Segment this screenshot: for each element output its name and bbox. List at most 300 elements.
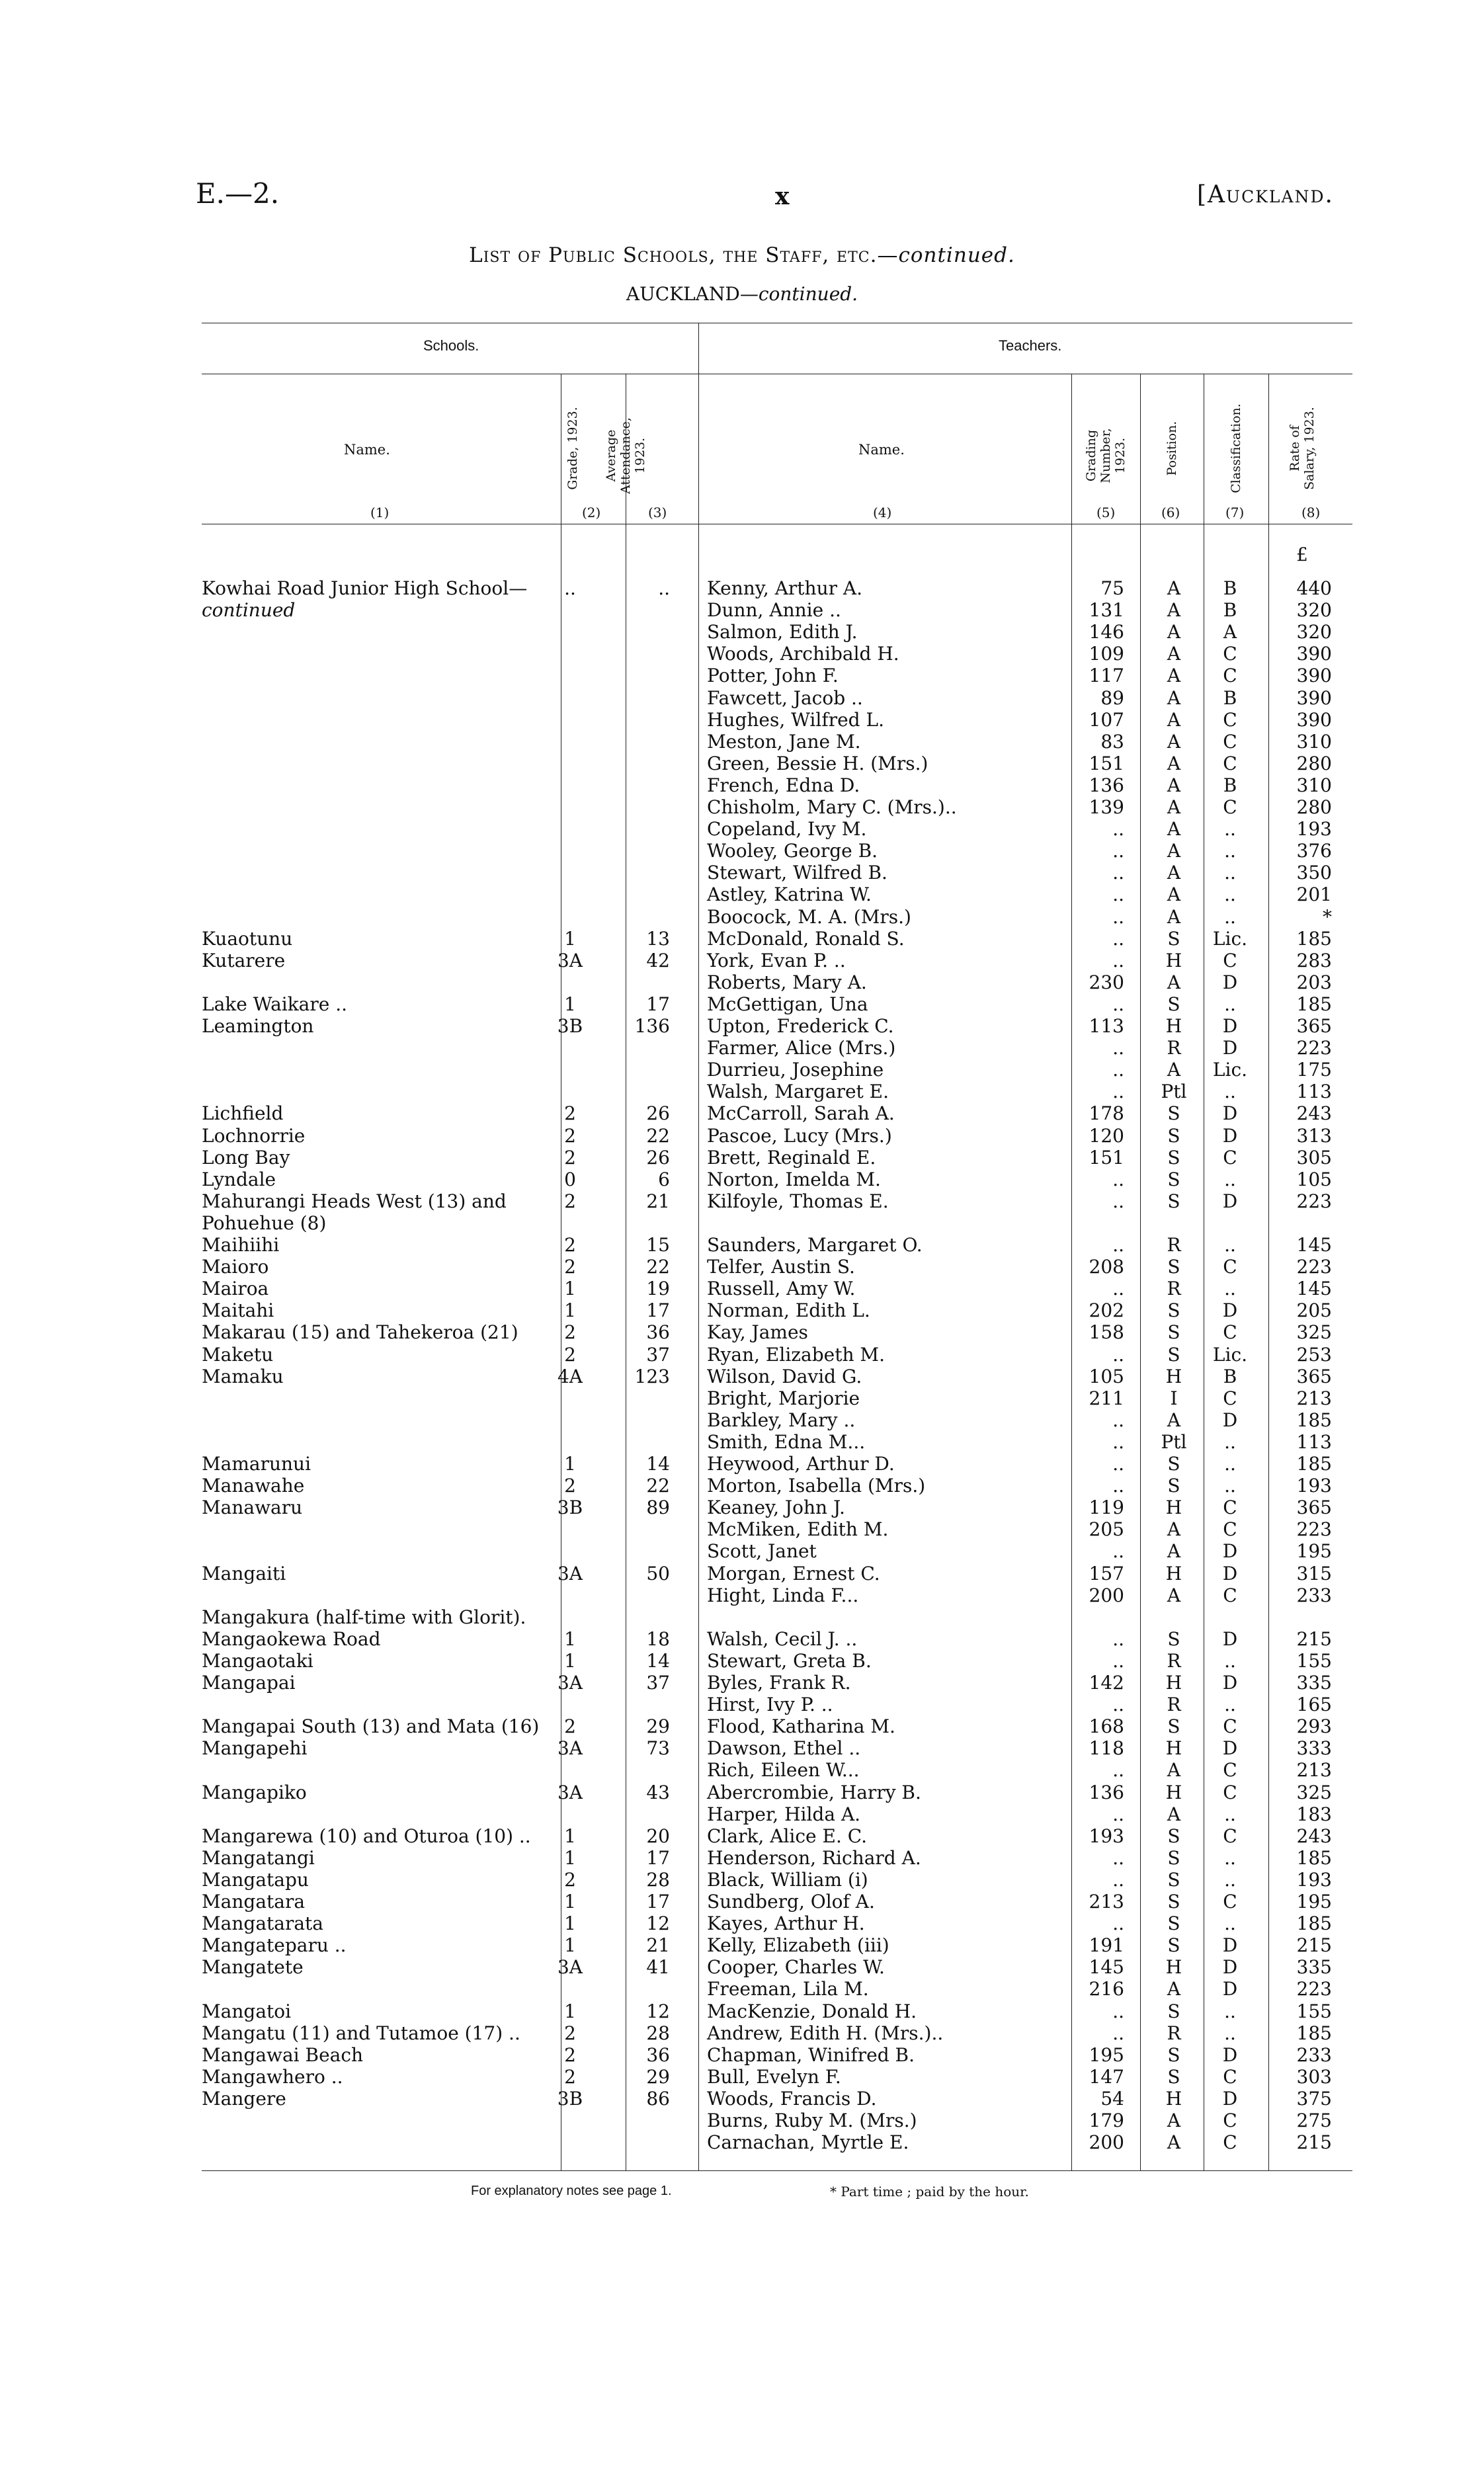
grading-number: 107 — [1089, 708, 1124, 731]
district-title-main: AUCKLAND— — [626, 283, 759, 305]
teacher-position: H — [1165, 2087, 1182, 2110]
grading-number: .. — [1112, 993, 1124, 1015]
teacher-salary: 145 — [1296, 1234, 1332, 1256]
col-number: (2) — [582, 505, 601, 520]
school-name: Mangawai Beach — [202, 2043, 364, 2066]
teacher-name: Green, Bessie H. (Mrs.) — [707, 752, 928, 774]
col-number: (7) — [1225, 505, 1245, 520]
group-header-schools: Schools. — [423, 337, 479, 354]
col-number: (4) — [873, 505, 892, 520]
school-name: Kutarere — [202, 949, 286, 971]
teacher-salary: 113 — [1296, 1081, 1332, 1103]
teacher-name: Roberts, Mary A. — [707, 971, 867, 993]
teacher-name: French, Edna D. — [707, 774, 860, 796]
school-attendance: 19 — [646, 1278, 670, 1300]
col-header-position: Position. — [1165, 421, 1179, 476]
teacher-classification: C — [1223, 665, 1237, 687]
table-row — [0, 928, 1484, 950]
teacher-salary: 275 — [1296, 2110, 1332, 2131]
teacher-position: R — [1167, 1234, 1181, 1256]
grading-number: 158 — [1089, 1321, 1124, 1344]
school-grade: 2 — [564, 1124, 576, 1147]
teacher-position: H — [1165, 1562, 1182, 1584]
teacher-name: Woods, Francis D. — [707, 2087, 877, 2110]
grading-number: 136 — [1089, 1781, 1124, 1803]
school-attendance: 14 — [646, 1649, 670, 1672]
teacher-classification: B — [1223, 577, 1237, 599]
grading-number: 105 — [1089, 1365, 1124, 1387]
teacher-name: Telfer, Austin S. — [707, 1256, 855, 1278]
school-grade: 2 — [564, 1321, 576, 1344]
teacher-name: Scott, Janet — [707, 1540, 817, 1563]
teacher-name: Smith, Edna M... — [707, 1430, 866, 1453]
teacher-classification: C — [1223, 796, 1237, 818]
teacher-salary: 193 — [1296, 1475, 1332, 1497]
school-attendance: 29 — [646, 1715, 670, 1738]
table-row — [0, 2000, 1484, 2022]
grading-number: 200 — [1089, 2131, 1124, 2154]
teacher-salary: 185 — [1296, 2022, 1332, 2044]
teacher-position: A — [1167, 686, 1181, 709]
school-name: Leamington — [202, 1015, 314, 1037]
teacher-salary: 320 — [1296, 621, 1332, 643]
teacher-salary: 185 — [1296, 1453, 1332, 1475]
grading-number: 118 — [1089, 1737, 1124, 1760]
teacher-classification: C — [1223, 2065, 1237, 2088]
teacher-salary: 195 — [1296, 1891, 1332, 1913]
teacher-classification: .. — [1224, 862, 1236, 884]
teacher-classification: Lic. — [1212, 1059, 1248, 1081]
teacher-position: A — [1167, 730, 1181, 753]
teacher-position: Ptl — [1161, 1081, 1187, 1103]
teacher-classification: B — [1223, 1365, 1237, 1387]
teacher-classification: C — [1223, 752, 1237, 774]
teacher-classification: D — [1222, 1037, 1238, 1059]
grading-number: 157 — [1089, 1562, 1124, 1584]
teacher-salary: * — [1323, 905, 1332, 928]
table-row — [0, 599, 1484, 621]
teacher-classification: A — [1223, 621, 1237, 643]
teacher-name: Kenny, Arthur A. — [707, 577, 863, 599]
teacher-position: H — [1165, 1497, 1182, 1519]
teacher-position: H — [1165, 1956, 1182, 1979]
table-row — [0, 1169, 1484, 1190]
teacher-position: A — [1167, 862, 1181, 884]
teacher-position: A — [1167, 1803, 1181, 1825]
teacher-salary: 233 — [1296, 2043, 1332, 2066]
col-header-attendance: Average Attendance, 1923. — [604, 417, 647, 494]
group-header-teachers: Teachers. — [999, 337, 1062, 354]
teacher-classification: .. — [1224, 1168, 1236, 1190]
grading-number: .. — [1112, 1409, 1124, 1431]
table-row — [0, 2022, 1484, 2044]
teacher-name: MacKenzie, Donald H. — [707, 2000, 917, 2022]
table-row — [0, 1387, 1484, 1409]
school-name: Manawahe — [202, 1475, 305, 1497]
school-attendance: 28 — [646, 1868, 670, 1891]
teacher-position: R — [1167, 1278, 1181, 1300]
teacher-classification: Lic. — [1212, 927, 1248, 950]
teacher-salary: 335 — [1296, 1672, 1332, 1694]
school-name: Kuaotunu — [202, 927, 293, 950]
school-name: Mangatapu — [202, 1868, 309, 1891]
teacher-name: Potter, John F. — [707, 665, 839, 687]
school-name: Mangarewa (10) and Oturoa (10) .. — [202, 1825, 531, 1847]
teacher-name: Woods, Archibald H. — [707, 643, 899, 665]
teacher-name: Farmer, Alice (Mrs.) — [707, 1037, 896, 1059]
school-attendance: 17 — [646, 993, 670, 1015]
teacher-name: Andrew, Edith H. (Mrs.).. — [707, 2022, 944, 2044]
teacher-name: Clark, Alice E. C. — [707, 1825, 868, 1847]
teacher-classification: B — [1223, 599, 1237, 622]
table-row — [0, 731, 1484, 753]
teacher-classification: C — [1223, 2131, 1237, 2154]
school-grade: 3A — [557, 1672, 583, 1694]
currency-symbol: £ — [1296, 544, 1308, 565]
teacher-classification: C — [1223, 1387, 1237, 1409]
teacher-name: Black, William (i) — [707, 1868, 868, 1891]
school-grade: 1 — [564, 993, 576, 1015]
teacher-salary: 243 — [1296, 1825, 1332, 1847]
teacher-position: A — [1167, 752, 1181, 774]
table-row — [0, 1475, 1484, 1497]
teacher-position: A — [1167, 2131, 1181, 2154]
teacher-classification: D — [1222, 971, 1238, 993]
grading-number: 136 — [1089, 774, 1124, 796]
teacher-name: Abercrombie, Harry B. — [707, 1781, 921, 1803]
teacher-name: Keaney, John J. — [707, 1497, 845, 1519]
teacher-salary: 213 — [1296, 1759, 1332, 1782]
teacher-position: S — [1167, 1343, 1180, 1366]
teacher-position: H — [1165, 949, 1182, 971]
school-grade: 2 — [564, 1102, 576, 1125]
grading-number: 200 — [1089, 1584, 1124, 1606]
teacher-classification: C — [1223, 1825, 1237, 1847]
teacher-position: A — [1167, 577, 1181, 599]
grading-number: .. — [1112, 1868, 1124, 1891]
table-row — [0, 1782, 1484, 1803]
teacher-name: Kayes, Arthur H. — [707, 1913, 865, 1935]
col-number: (3) — [648, 505, 667, 520]
grading-number: .. — [1112, 1803, 1124, 1825]
table-row — [0, 1409, 1484, 1431]
teacher-position: S — [1167, 993, 1180, 1015]
teacher-position: A — [1167, 1059, 1181, 1081]
teacher-position: A — [1167, 665, 1181, 687]
school-grade: 2 — [564, 2043, 576, 2066]
teacher-position: H — [1165, 1737, 1182, 1760]
table-row — [0, 862, 1484, 884]
table-row — [0, 1869, 1484, 1891]
teacher-position: A — [1167, 643, 1181, 665]
table-row — [0, 993, 1484, 1015]
grading-number: .. — [1112, 1430, 1124, 1453]
col-header-salary: Rate of Salary, 1923. — [1288, 407, 1317, 490]
grading-number: .. — [1112, 2000, 1124, 2022]
grading-number: .. — [1112, 2022, 1124, 2044]
teacher-salary: 175 — [1296, 1059, 1332, 1081]
school-name: Pohuehue (8) — [202, 1212, 327, 1234]
col-header-grade: Grade, 1923. — [565, 407, 580, 490]
school-name: Mangapai South (13) and Mata (16) — [202, 1715, 540, 1738]
teacher-classification: C — [1223, 708, 1237, 731]
table-row — [0, 1913, 1484, 1934]
teacher-salary: 113 — [1296, 1430, 1332, 1453]
teacher-classification: .. — [1224, 884, 1236, 906]
school-name: Mangaotaki — [202, 1649, 313, 1672]
teacher-classification: D — [1222, 1190, 1238, 1212]
school-attendance: 14 — [646, 1453, 670, 1475]
teacher-salary: 365 — [1296, 1015, 1332, 1037]
teacher-name: Sundberg, Olof A. — [707, 1891, 875, 1913]
teacher-salary: 313 — [1296, 1124, 1332, 1147]
school-name: Maioro — [202, 1256, 269, 1278]
grading-number: .. — [1112, 818, 1124, 841]
grading-number: 131 — [1089, 599, 1124, 622]
teacher-classification: D — [1222, 1102, 1238, 1125]
grading-number: .. — [1112, 1343, 1124, 1366]
table-row — [0, 1606, 1484, 1628]
grading-number: 89 — [1100, 686, 1124, 709]
school-grade: 3B — [557, 1015, 583, 1037]
grading-number: 230 — [1089, 971, 1124, 993]
teacher-name: Walsh, Margaret E. — [707, 1081, 889, 1103]
school-name: continued — [202, 599, 296, 622]
teacher-position: S — [1167, 1715, 1180, 1738]
school-grade: 1 — [564, 2000, 576, 2022]
school-attendance: 17 — [646, 1846, 670, 1869]
grading-number: 211 — [1089, 1387, 1124, 1409]
school-attendance: 20 — [646, 1825, 670, 1847]
teacher-name: Hirst, Ivy P. .. — [707, 1694, 833, 1716]
grading-number: .. — [1112, 840, 1124, 862]
grading-number: 113 — [1089, 1015, 1124, 1037]
teacher-name: Brett, Reginald E. — [707, 1146, 876, 1169]
school-attendance: 21 — [646, 1190, 670, 1212]
teacher-classification: C — [1223, 1321, 1237, 1344]
teacher-salary: 315 — [1296, 1562, 1332, 1584]
teacher-salary: 440 — [1296, 577, 1332, 599]
school-grade: 1 — [564, 927, 576, 950]
table-row — [0, 577, 1484, 599]
table-row — [0, 1256, 1484, 1278]
teacher-classification: D — [1222, 1540, 1238, 1563]
teacher-name: McDonald, Ronald S. — [707, 927, 905, 950]
table-row — [0, 665, 1484, 686]
school-attendance: 12 — [646, 1913, 670, 1935]
teacher-name: Burns, Ruby M. (Mrs.) — [707, 2110, 917, 2131]
school-grade: 2 — [564, 1256, 576, 1278]
school-grade: 2 — [564, 1190, 576, 1212]
teacher-position: R — [1167, 1694, 1181, 1716]
teacher-name: Dunn, Annie .. — [707, 599, 841, 622]
teacher-salary: 390 — [1296, 643, 1332, 665]
school-grade: 1 — [564, 1825, 576, 1847]
teacher-position: A — [1167, 1759, 1181, 1782]
teacher-classification: B — [1223, 686, 1237, 709]
table-row — [0, 1540, 1484, 1562]
grading-number: .. — [1112, 1059, 1124, 1081]
teacher-salary: 310 — [1296, 774, 1332, 796]
teacher-name: Rich, Eileen W... — [707, 1759, 860, 1782]
teacher-salary: 145 — [1296, 1278, 1332, 1300]
teacher-position: A — [1167, 1978, 1181, 2000]
teacher-salary: 350 — [1296, 862, 1332, 884]
teacher-position: S — [1167, 2065, 1180, 2088]
school-grade: 0 — [564, 1168, 576, 1190]
teacher-salary: 243 — [1296, 1102, 1332, 1125]
grading-number: .. — [1112, 1913, 1124, 1935]
teacher-position: A — [1167, 621, 1181, 643]
grading-number: 168 — [1089, 1715, 1124, 1738]
table-row — [0, 621, 1484, 643]
teacher-name: Norton, Imelda M. — [707, 1168, 881, 1190]
table-row — [0, 950, 1484, 971]
teacher-classification: C — [1223, 1781, 1237, 1803]
teacher-position: A — [1167, 905, 1181, 928]
teacher-classification: D — [1222, 2043, 1238, 2066]
teacher-salary: 201 — [1296, 884, 1332, 906]
teacher-name: Wooley, George B. — [707, 840, 878, 862]
table-row — [0, 1715, 1484, 1737]
teacher-salary: 320 — [1296, 599, 1332, 622]
school-name: Maihiihi — [202, 1234, 280, 1256]
table-row — [0, 906, 1484, 928]
teacher-classification: D — [1222, 2087, 1238, 2110]
table-row — [0, 2110, 1484, 2131]
teacher-position: A — [1167, 1540, 1181, 1563]
school-attendance: 13 — [646, 927, 670, 950]
teacher-name: McCarroll, Sarah A. — [707, 1102, 895, 1125]
col-header-classification: Classification. — [1229, 403, 1243, 493]
table-row — [0, 1190, 1484, 1212]
teacher-position: S — [1167, 1146, 1180, 1169]
school-name: Mairoa — [202, 1278, 269, 1300]
table-row — [0, 1015, 1484, 1037]
school-name: Mamarunui — [202, 1453, 311, 1475]
table-row — [0, 1978, 1484, 2000]
teacher-name: Chisholm, Mary C. (Mrs.).. — [707, 796, 957, 818]
school-attendance: 26 — [646, 1102, 670, 1125]
table-row — [0, 971, 1484, 993]
teacher-classification: .. — [1224, 1475, 1236, 1497]
teacher-name: Freeman, Lila M. — [707, 1978, 869, 2000]
teacher-salary: 375 — [1296, 2087, 1332, 2110]
school-attendance: 12 — [646, 2000, 670, 2022]
teacher-position: H — [1165, 1672, 1182, 1694]
teacher-salary: 183 — [1296, 1803, 1332, 1825]
teacher-salary: 155 — [1296, 1649, 1332, 1672]
teacher-position: A — [1167, 884, 1181, 906]
school-grade: 2 — [564, 1343, 576, 1366]
grading-number: .. — [1112, 1278, 1124, 1300]
teacher-name: Durrieu, Josephine — [707, 1059, 884, 1081]
teacher-salary: 233 — [1296, 1584, 1332, 1606]
teacher-position: S — [1167, 1825, 1180, 1847]
teacher-salary: 193 — [1296, 1868, 1332, 1891]
teacher-name: Astley, Katrina W. — [707, 884, 872, 906]
table-row — [0, 1518, 1484, 1540]
teacher-position: S — [1167, 1102, 1180, 1125]
school-attendance: 42 — [646, 949, 670, 971]
grading-number: 145 — [1089, 1956, 1124, 1979]
table-row — [0, 1847, 1484, 1869]
teacher-position: H — [1165, 1781, 1182, 1803]
teacher-salary: 280 — [1296, 796, 1332, 818]
table-row — [0, 1234, 1484, 1256]
teacher-salary: 325 — [1296, 1321, 1332, 1344]
grading-number: .. — [1112, 1846, 1124, 1869]
teacher-name: Barkley, Mary .. — [707, 1409, 856, 1431]
teacher-classification: .. — [1224, 2000, 1236, 2022]
page-title-continued: continued. — [898, 243, 1015, 267]
col-header-school-name: Name. — [344, 442, 390, 458]
school-grade: 2 — [564, 2065, 576, 2088]
table-row — [0, 796, 1484, 818]
teacher-salary: 185 — [1296, 1409, 1332, 1431]
teacher-position: S — [1167, 1168, 1180, 1190]
table-row — [0, 2044, 1484, 2066]
teacher-name: Flood, Katharina M. — [707, 1715, 895, 1738]
teacher-salary: 335 — [1296, 1956, 1332, 1979]
teacher-position: A — [1167, 840, 1181, 862]
teacher-salary: 165 — [1296, 1694, 1332, 1716]
teacher-position: A — [1167, 1518, 1181, 1541]
school-grade: 2 — [564, 1234, 576, 1256]
table-row — [0, 1278, 1484, 1299]
teacher-classification: .. — [1224, 818, 1236, 841]
teacher-salary: 215 — [1296, 1627, 1332, 1650]
school-attendance: 73 — [646, 1737, 670, 1760]
teacher-classification: D — [1222, 1956, 1238, 1979]
grading-number: 178 — [1089, 1102, 1124, 1125]
teacher-name: Morgan, Ernest C. — [707, 1562, 880, 1584]
school-name: Lichfield — [202, 1102, 284, 1125]
teacher-classification: D — [1222, 1409, 1238, 1431]
teacher-salary: 390 — [1296, 665, 1332, 687]
school-name: Lochnorrie — [202, 1124, 306, 1147]
teacher-classification: C — [1223, 1715, 1237, 1738]
teacher-classification: .. — [1224, 1846, 1236, 1869]
grading-number: 205 — [1089, 1518, 1124, 1541]
teacher-name: Chapman, Winifred B. — [707, 2043, 915, 2066]
teacher-classification: D — [1222, 1299, 1238, 1322]
teacher-name: Hight, Linda F... — [707, 1584, 859, 1606]
teacher-classification: .. — [1224, 2022, 1236, 2044]
teacher-position: S — [1167, 1124, 1180, 1147]
teacher-classification: .. — [1224, 1803, 1236, 1825]
teacher-position: S — [1167, 1868, 1180, 1891]
teacher-classification: C — [1223, 2110, 1237, 2131]
header-region: [Auckland. — [1197, 181, 1334, 208]
teacher-name: Salmon, Edith J. — [707, 621, 858, 643]
teacher-position: S — [1167, 2043, 1180, 2066]
table-row — [0, 884, 1484, 905]
school-attendance: 86 — [646, 2087, 670, 2110]
teacher-name: York, Evan P. .. — [707, 949, 846, 971]
grading-number: .. — [1112, 1081, 1124, 1103]
teacher-position: A — [1167, 1409, 1181, 1431]
school-grade: 1 — [564, 1453, 576, 1475]
teacher-classification: .. — [1224, 840, 1236, 862]
teacher-name: Stewart, Greta B. — [707, 1649, 872, 1672]
grading-number: .. — [1112, 1037, 1124, 1059]
grading-number: 83 — [1100, 730, 1124, 753]
teacher-salary: 193 — [1296, 818, 1332, 841]
teacher-position: H — [1165, 1365, 1182, 1387]
teacher-name: Walsh, Cecil J. .. — [707, 1627, 858, 1650]
grading-number: 151 — [1089, 1146, 1124, 1169]
